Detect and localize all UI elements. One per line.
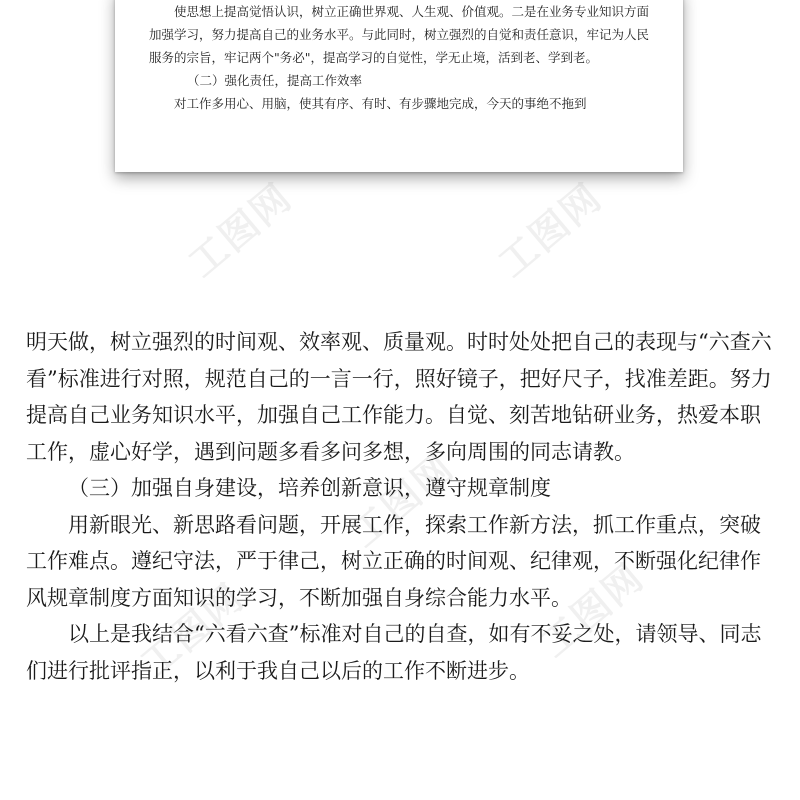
watermark: 工图网 bbox=[132, 574, 253, 686]
section-heading: （三）加强自身建设，培养创新意识，遵守规章制度 bbox=[68, 476, 551, 500]
watermark: 工图网 bbox=[532, 554, 653, 666]
preview-paragraph: 对工作多用心、用脑，使其有序、有时、有步骤地完成，今天的事绝不拖到 bbox=[174, 96, 587, 111]
preview-text bbox=[115, 0, 683, 115]
document-preview-card bbox=[115, 0, 683, 172]
document-body bbox=[26, 324, 778, 689]
body-paragraph: 以上是我结合“六看六查”标准对自己的自查，如有不妥之处，请领导、同志们进行批评指正，以利于我自己以后的工作不断进步。 bbox=[26, 622, 762, 683]
watermark: 工图网 bbox=[342, 444, 463, 556]
watermark: 工图网 bbox=[490, 174, 611, 286]
body-paragraph: 明天做，树立强烈的时间观、效率观、质量观。时时处处把自己的表现与“六查六看”标准进行对照，规范自己的一言一行，照好镜子，把好尺子，找准差距。努力提高自己业务知识水平，加强自己工作能力。自觉、刻苦地钻研业务，热爱本职工作，虚心好学，遇到问题多看多问多想，多向周围的同志请教。 bbox=[26, 330, 772, 464]
watermark: 工图网 bbox=[180, 174, 301, 286]
preview-heading: （二）强化责任，提高工作效率 bbox=[187, 73, 363, 88]
preview-paragraph: 使思想上提高觉悟认识，树立正确世界观、人生观、价值观。二是在业务专业知识方面加强学习，努力提高自己的业务水平。与此同时，树立强烈的自觉和责任意识，牢记为人民服务的宗旨，牢记两个"务必"，提高学习的自觉性，学无止境，活到老、学到老。 bbox=[149, 4, 650, 65]
body-paragraph: 用新眼光、新思路看问题，开展工作，探索工作新方法，抓工作重点，突破工作难点。遵纪守法，严于律己，树立正确的时间观、纪律观，不断强化纪律作风规章制度方面知识的学习，不断加强自身综合能力水平。 bbox=[26, 512, 761, 610]
